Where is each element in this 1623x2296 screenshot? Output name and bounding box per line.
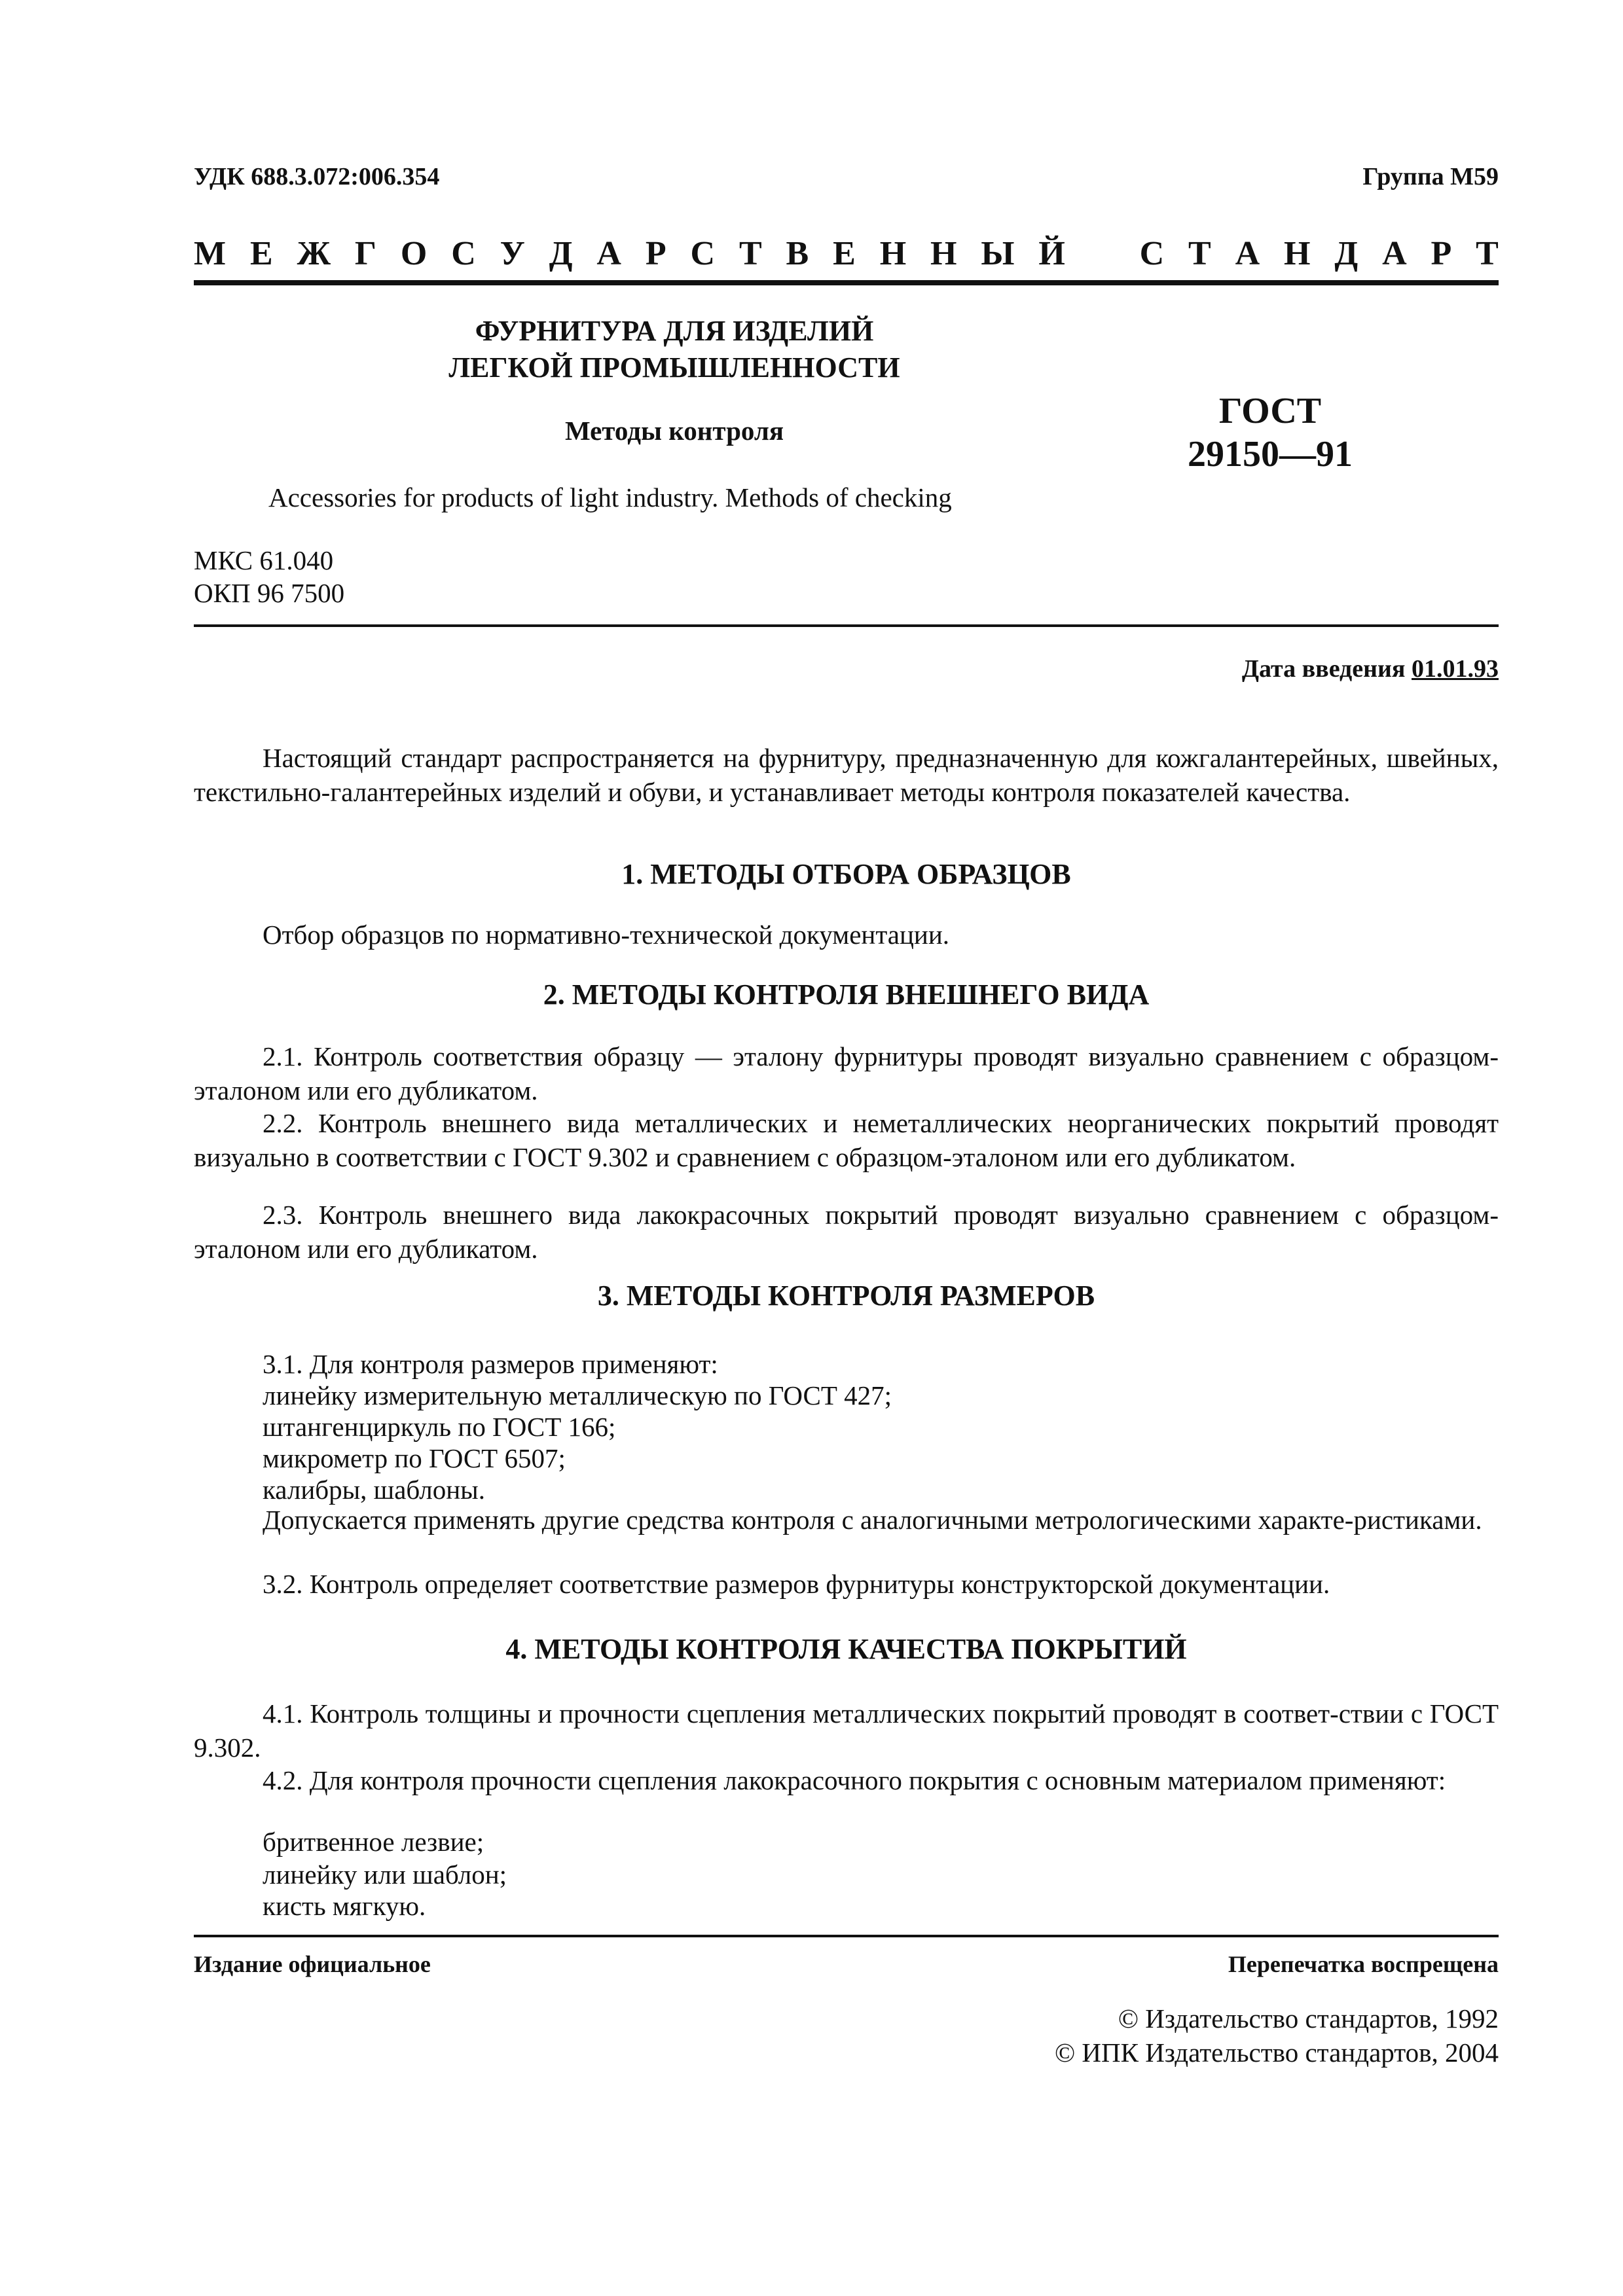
subtitle: Методы контроля: [564, 416, 784, 446]
title-line-2: ЛЕГКОЙ ПРОМЫШЛЕННОСТИ: [448, 351, 900, 384]
letter: Р: [645, 235, 666, 272]
letter: Р: [1431, 235, 1452, 272]
english-title: Accessories for products of light industry. Methods of checking: [268, 482, 952, 512]
letter: В: [786, 235, 809, 272]
section-1-text: Отбор образцов по нормативно-технической документации.: [263, 920, 950, 950]
date-value: 01.01.93: [1412, 655, 1499, 683]
letter: Й: [1038, 235, 1065, 272]
gost-number: 29150—91: [1188, 434, 1353, 475]
section-2-heading: 2. МЕТОДЫ КОНТРОЛЯ ВНЕШНЕГО ВИДА: [543, 978, 1150, 1011]
letter: Ы: [981, 235, 1015, 272]
letter: Т: [739, 235, 762, 272]
letter: А: [1235, 235, 1260, 272]
section-4-heading: 4. МЕТОДЫ КОНТРОЛЯ КАЧЕСТВА ПОКРЫТИЙ: [505, 1633, 1187, 1665]
okp-code: ОКП 96 7500: [194, 578, 345, 608]
paragraph-2-1: 2.1. Контроль соответствия образцу — эталону фурнитуры проводят визуально сравнением с образцом-эталоном или его дубликатом.: [194, 1041, 1499, 1105]
group-code: Группа М59: [1362, 163, 1499, 190]
letter: А: [596, 235, 621, 272]
letter: Д: [1334, 235, 1359, 272]
section-3-heading: 3. МЕТОДЫ КОНТРОЛЯ РАЗМЕРОВ: [597, 1280, 1095, 1312]
letter: Ж: [297, 235, 331, 272]
paragraph-4-1: 4.1. Контроль толщины и прочности сцепления металлических покрытий проводят в соответ-ствии с ГОСТ 9.302.: [194, 1698, 1499, 1763]
paragraph-3-1: 3.1. Для контроля размеров применяют:: [263, 1349, 718, 1379]
word-gap: [1089, 234, 1116, 273]
letter: Н: [1284, 235, 1311, 272]
letter: У: [500, 235, 525, 272]
paragraph-3-allow: Допускается применять другие средства контроля с аналогичными метрологическими характе-ристиками.: [263, 1505, 1482, 1535]
list-item: бритвенное лезвие;: [263, 1827, 484, 1857]
letter: Е: [249, 235, 273, 272]
list-item: кисть мягкую.: [263, 1891, 426, 1921]
section-1-heading: 1. МЕТОДЫ ОТБОРА ОБРАЗЦОВ: [621, 858, 1071, 890]
standard-type-spaced: [194, 234, 1499, 273]
letter: Н: [930, 235, 957, 272]
list-item: калибры, шаблоны.: [263, 1475, 485, 1505]
list-item: штангенциркуль по ГОСТ 166;: [263, 1412, 616, 1442]
list-item: линейку измерительную металлическую по ГОСТ 427;: [263, 1380, 892, 1410]
letter: Н: [879, 235, 907, 272]
list-item: микрометр по ГОСТ 6507;: [263, 1443, 566, 1473]
reprint-notice: Перепечатка воспрещена: [1228, 1951, 1499, 1977]
copyright-2004: © ИПК Издательство стандартов, 2004: [1054, 2037, 1499, 2068]
letter: С: [451, 235, 476, 272]
letter: М: [194, 235, 227, 272]
letter: О: [400, 235, 428, 272]
paragraph-3-2: 3.2. Контроль определяет соответствие размеров фурнитуры конструкторской документации.: [263, 1569, 1330, 1599]
letter: Е: [833, 235, 856, 272]
official-edition: Издание официальное: [194, 1951, 431, 1977]
letter: С: [1139, 235, 1165, 272]
header-rule: [194, 280, 1499, 285]
intro-paragraph: Настоящий стандарт распространяется на фурнитуру, предназначенную для кожгалантерейных, швейных, текстильно-галантерейных изделий и обуви, и устанавливает методы контроля показателей качества.: [194, 743, 1499, 807]
letter: С: [690, 235, 716, 272]
codes-rule: [194, 624, 1499, 627]
gost-label: ГОСТ: [1218, 391, 1322, 431]
letter: Д: [549, 235, 573, 272]
title-line-1: ФУРНИТУРА ДЛЯ ИЗДЕЛИЙ: [475, 315, 874, 347]
list-item: линейку или шаблон;: [263, 1859, 507, 1890]
udk-code: УДК 688.3.072:006.354: [194, 163, 440, 190]
letter: Т: [1476, 235, 1499, 272]
footer-rule: [194, 1935, 1499, 1937]
mks-code: МКС 61.040: [194, 545, 334, 575]
paragraph-2-3: 2.3. Контроль внешнего вида лакокрасочных покрытий проводят визуально сравнением с образцом-эталоном или его дубликатом.: [194, 1200, 1499, 1264]
date-label: Дата введения: [1241, 655, 1406, 683]
paragraph-4-2: 4.2. Для контроля прочности сцепления лакокрасочного покрытия с основным материалом применяют:: [263, 1765, 1446, 1795]
letter: Т: [1188, 235, 1211, 272]
copyright-1992: © Издательство стандартов, 1992: [1118, 2003, 1499, 2034]
introduction-date: [1242, 655, 1499, 683]
letter: А: [1382, 235, 1407, 272]
letter: Г: [354, 235, 376, 272]
paragraph-2-2: 2.2. Контроль внешнего вида металлических и неметаллических неорганических покрытий проводят визуально в соответствии с ГОСТ 9.302 и сравнением с образцом-эталоном или его дубликатом.: [194, 1108, 1499, 1172]
